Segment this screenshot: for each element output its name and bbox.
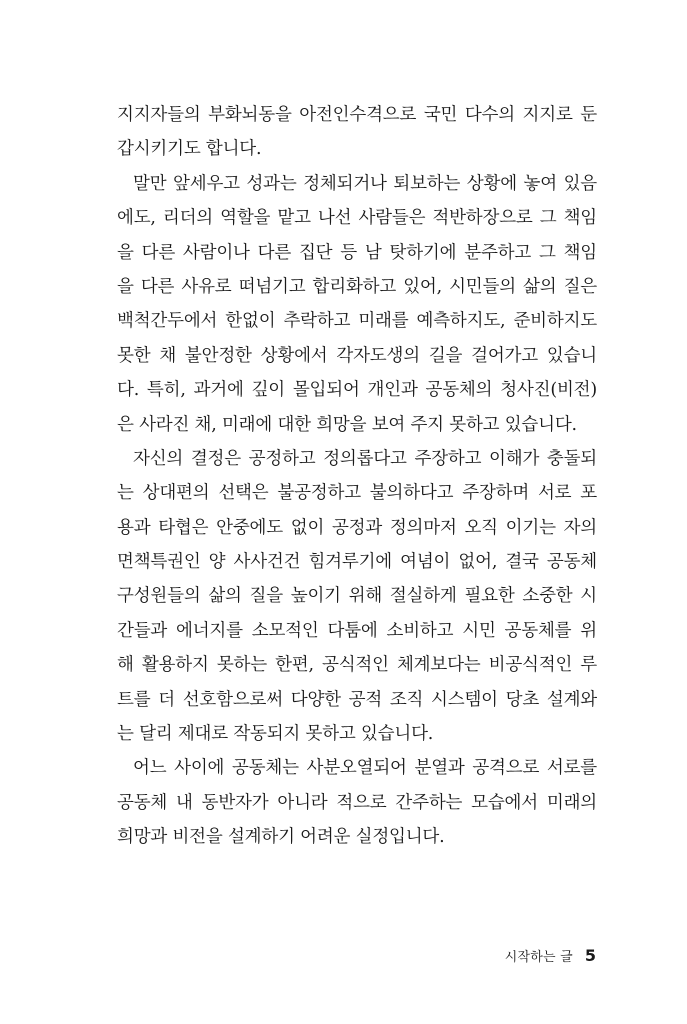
text-line: 트를 더 선호함으로써 다양한 공적 조직 시스템이 당초 설계와 — [117, 689, 597, 710]
page-footer — [505, 946, 596, 965]
text-line: 용과 타협은 안중에도 없이 공정과 정의마저 오직 이기는 자의 — [117, 517, 597, 538]
page-number: 5 — [584, 946, 596, 965]
text-line: 갑시키기도 합니다. — [117, 139, 262, 160]
text-line: 지지자들의 부화뇌동을 아전인수격으로 국민 다수의 지지로 둔 — [117, 105, 597, 125]
text-line: 을 다른 사람이나 다른 집단 등 남 탓하기에 분주하고 그 책임 — [117, 242, 597, 263]
text-line: 면책특권인 양 사사건건 힘겨루기에 여념이 없어, 결국 공동체 — [117, 552, 597, 573]
text-line: 공동체 내 동반자가 아니라 적으로 간주하는 모습에서 미래의 — [117, 792, 597, 813]
text-line: 는 달리 제대로 작동되지 못하고 있습니다. — [117, 724, 434, 745]
paragraph-first-line: 말만 앞세우고 성과는 정체되거나 퇴보하는 상황에 놓여 있음 — [133, 173, 597, 194]
paragraph-first-line: 어느 사이에 공동체는 사분오열되어 분열과 공격으로 서로를 — [133, 758, 597, 779]
text-line: 는 상대편의 선택은 불공정하고 불의하다고 주장하며 서로 포 — [117, 483, 597, 504]
text-line: 해 활용하지 못하는 한편, 공식적인 체계보다는 비공식적인 루 — [117, 655, 597, 676]
text-line: 에도, 리더의 역할을 맡고 나선 사람들은 적반하장으로 그 책임 — [117, 208, 597, 229]
text-line: 구성원들의 삶의 질을 높이기 위해 절실하게 필요한 소중한 시 — [117, 586, 597, 607]
text-line: 못한 채 불안정한 상황에서 각자도생의 길을 걸어가고 있습니 — [117, 345, 597, 366]
paragraph-first-line: 자신의 결정은 공정하고 정의롭다고 주장하고 이해가 충돌되 — [133, 448, 597, 469]
body-text — [117, 98, 597, 855]
text-line: 간들과 에너지를 소모적인 다툼에 소비하고 시민 공동체를 위 — [117, 620, 597, 641]
text-line: 백척간두에서 한없이 추락하고 미래를 예측하지도, 준비하지도 — [117, 311, 597, 332]
text-line: 다. 특히, 과거에 깊이 몰입되어 개인과 공동체의 청사진(비전) — [117, 380, 597, 401]
text-line: 을 다른 사유로 떠넘기고 합리화하고 있어, 시민들의 삶의 질은 — [117, 276, 597, 297]
text-line: 희망과 비전을 설계하기 어려운 실정입니다. — [117, 827, 445, 848]
text-line: 은 사라진 채, 미래에 대한 희망을 보여 주지 못하고 있습니다. — [117, 414, 577, 435]
running-footer-title: 시작하는 글 — [504, 950, 573, 965]
